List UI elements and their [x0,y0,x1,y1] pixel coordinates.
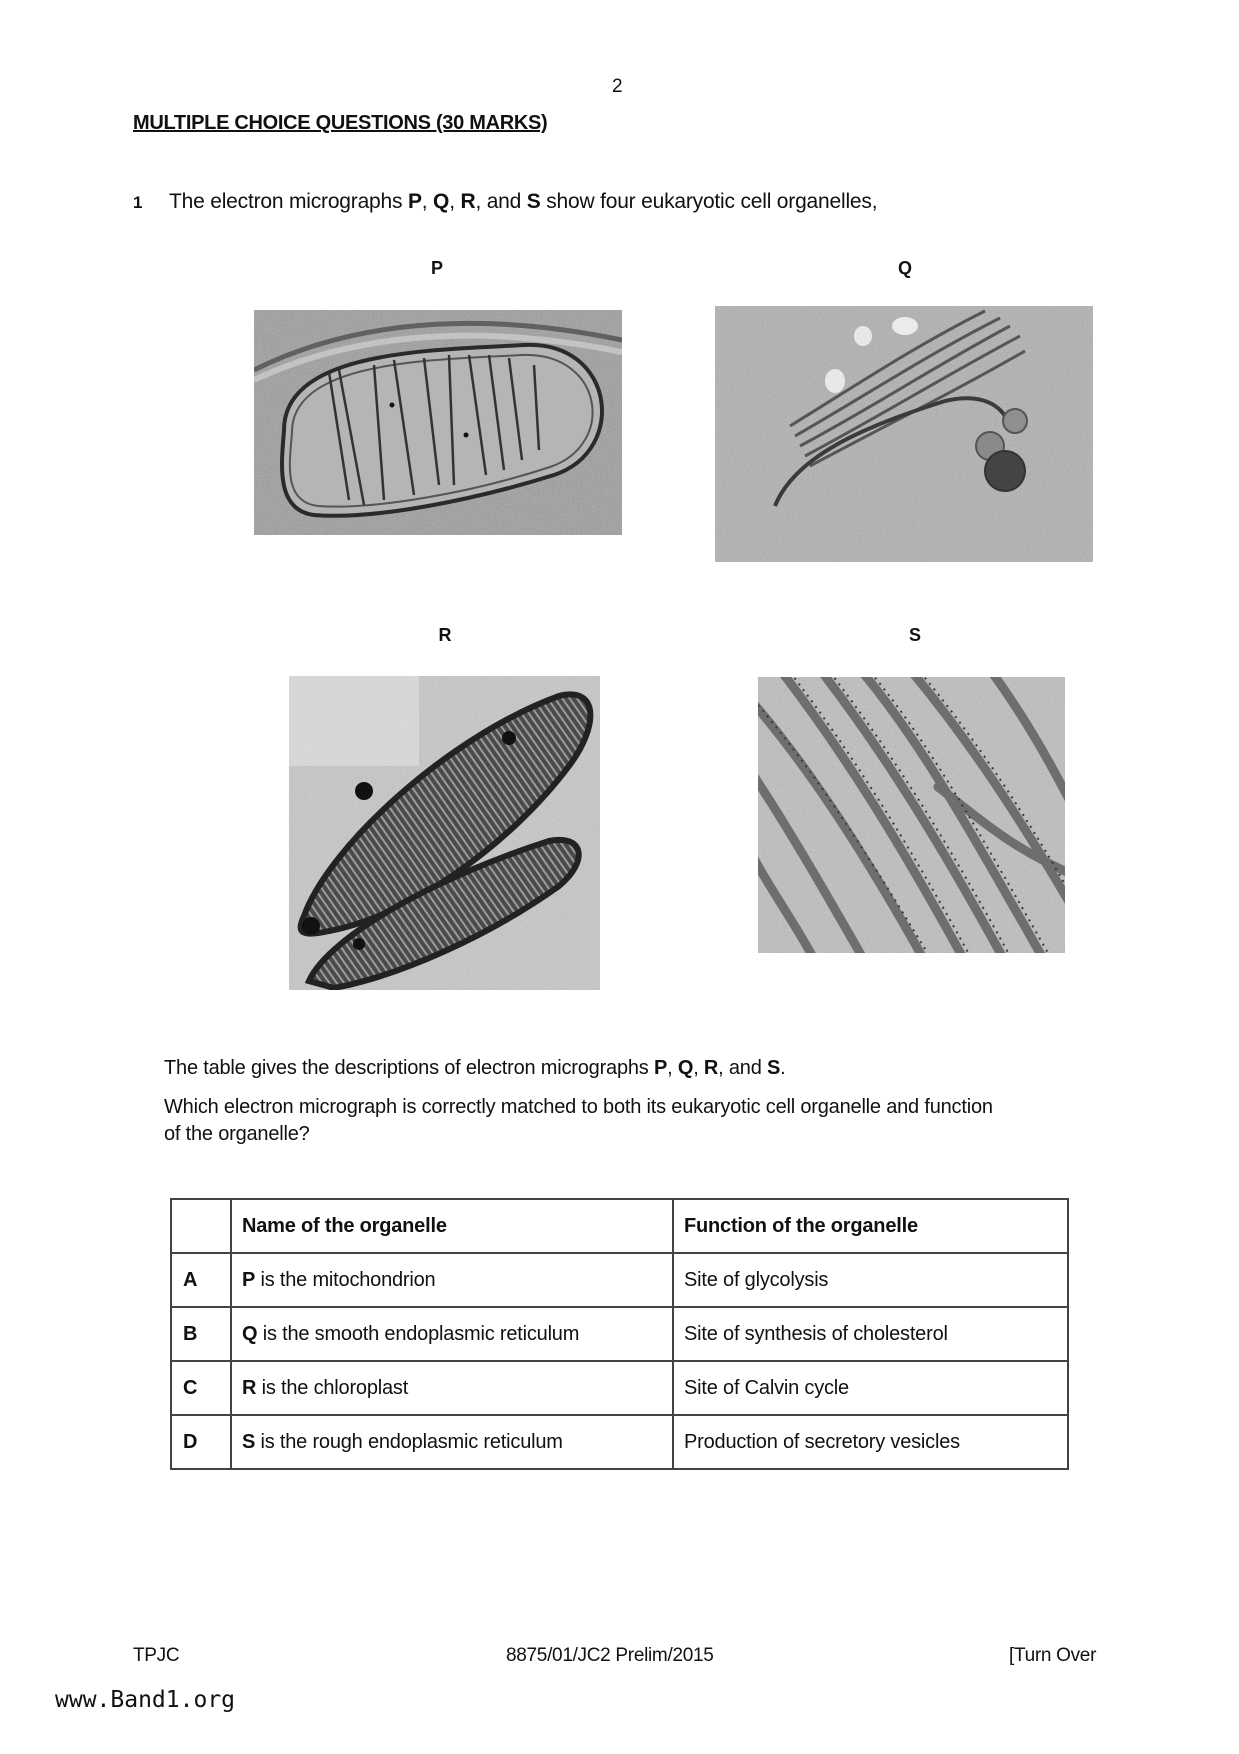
header-function: Function of the organelle [673,1199,1068,1253]
option-letter: C [171,1361,231,1415]
table-intro-r: R [703,1057,719,1079]
micrograph-letter: S [242,1430,256,1453]
table-intro-p: P [653,1057,668,1079]
option-letter: D [171,1415,231,1469]
figure-label-r: R [438,625,452,645]
table-intro [164,1055,1164,1082]
figure-label-q: Q [897,258,912,278]
prompt-line-2: of the organelle? [164,1123,310,1145]
organelle-name [231,1307,673,1361]
organelle-function: Site of glycolysis [673,1253,1068,1307]
table-row[interactable] [171,1253,1068,1307]
table-intro-q: Q [677,1057,694,1079]
table-header-row [171,1199,1068,1253]
table-intro-suffix: . [780,1057,786,1079]
micrograph-letter: P [242,1268,256,1291]
organelle-name-text: is the mitochondrion [255,1268,436,1291]
figure-label-s: S [908,625,921,645]
options-table [170,1198,1069,1470]
intro-r: R [460,190,476,213]
micrograph-letter: Q [242,1322,258,1345]
intro-prefix: The electron micrographs [169,190,408,213]
intro-sep: , [449,190,461,213]
footer-turn-over: [Turn Over [1009,1645,1097,1666]
organelle-name-text: is the smooth endoplasmic reticulum [257,1322,580,1345]
organelle-function: Site of synthesis of cholesterol [673,1307,1068,1361]
option-letter: B [171,1307,231,1361]
intro-sep: , [421,190,434,213]
micrograph-letter: R [242,1376,257,1399]
table-intro-s: S [767,1057,781,1079]
footer-paper-code: 8875/01/JC2 Prelim/2015 [506,1645,714,1666]
figure-label-p: P [430,258,443,278]
intro-q: Q [433,190,450,213]
table-row[interactable] [171,1361,1068,1415]
micrograph-q-golgi [715,306,1093,562]
table-intro-prefix: The table gives the descriptions of electron micrographs [164,1057,654,1079]
header-name: Name of the organelle [231,1199,673,1253]
organelle-function: Production of secretory vesicles [673,1415,1068,1469]
micrograph-r-chloroplast [289,676,600,990]
organelle-name [231,1361,673,1415]
option-letter: A [171,1253,231,1307]
question-intro [169,190,877,214]
watermark: www.Band1.org [55,1687,236,1713]
prompt-line-1: Which electron micrograph is correctly matched to both its eukaryotic cell organelle and function [164,1096,993,1118]
organelle-name-text: is the rough endoplasmic reticulum [255,1430,563,1453]
organelle-name [231,1253,673,1307]
table-intro-sep: , and [718,1057,767,1079]
question-prompt [164,1094,1164,1148]
table-intro-sep: , [667,1057,678,1079]
organelle-function: Site of Calvin cycle [673,1361,1068,1415]
question-number: 1 [133,193,143,212]
table-row[interactable] [171,1307,1068,1361]
organelle-name-text: is the chloroplast [256,1376,409,1399]
organelle-name [231,1415,673,1469]
micrograph-s-rough-er [758,677,1065,953]
intro-sep: , and [475,190,527,213]
section-heading: MULTIPLE CHOICE QUESTIONS (30 MARKS) [133,112,548,134]
intro-suffix: show four eukaryotic cell organelles, [540,190,878,213]
intro-s: S [526,190,541,213]
intro-p: P [407,190,422,213]
table-intro-sep: , [693,1057,704,1079]
micrograph-p-mitochondrion [254,310,622,535]
footer-school: TPJC [133,1645,180,1666]
header-option [171,1199,231,1253]
page-number: 2 [612,76,623,97]
table-row[interactable] [171,1415,1068,1469]
